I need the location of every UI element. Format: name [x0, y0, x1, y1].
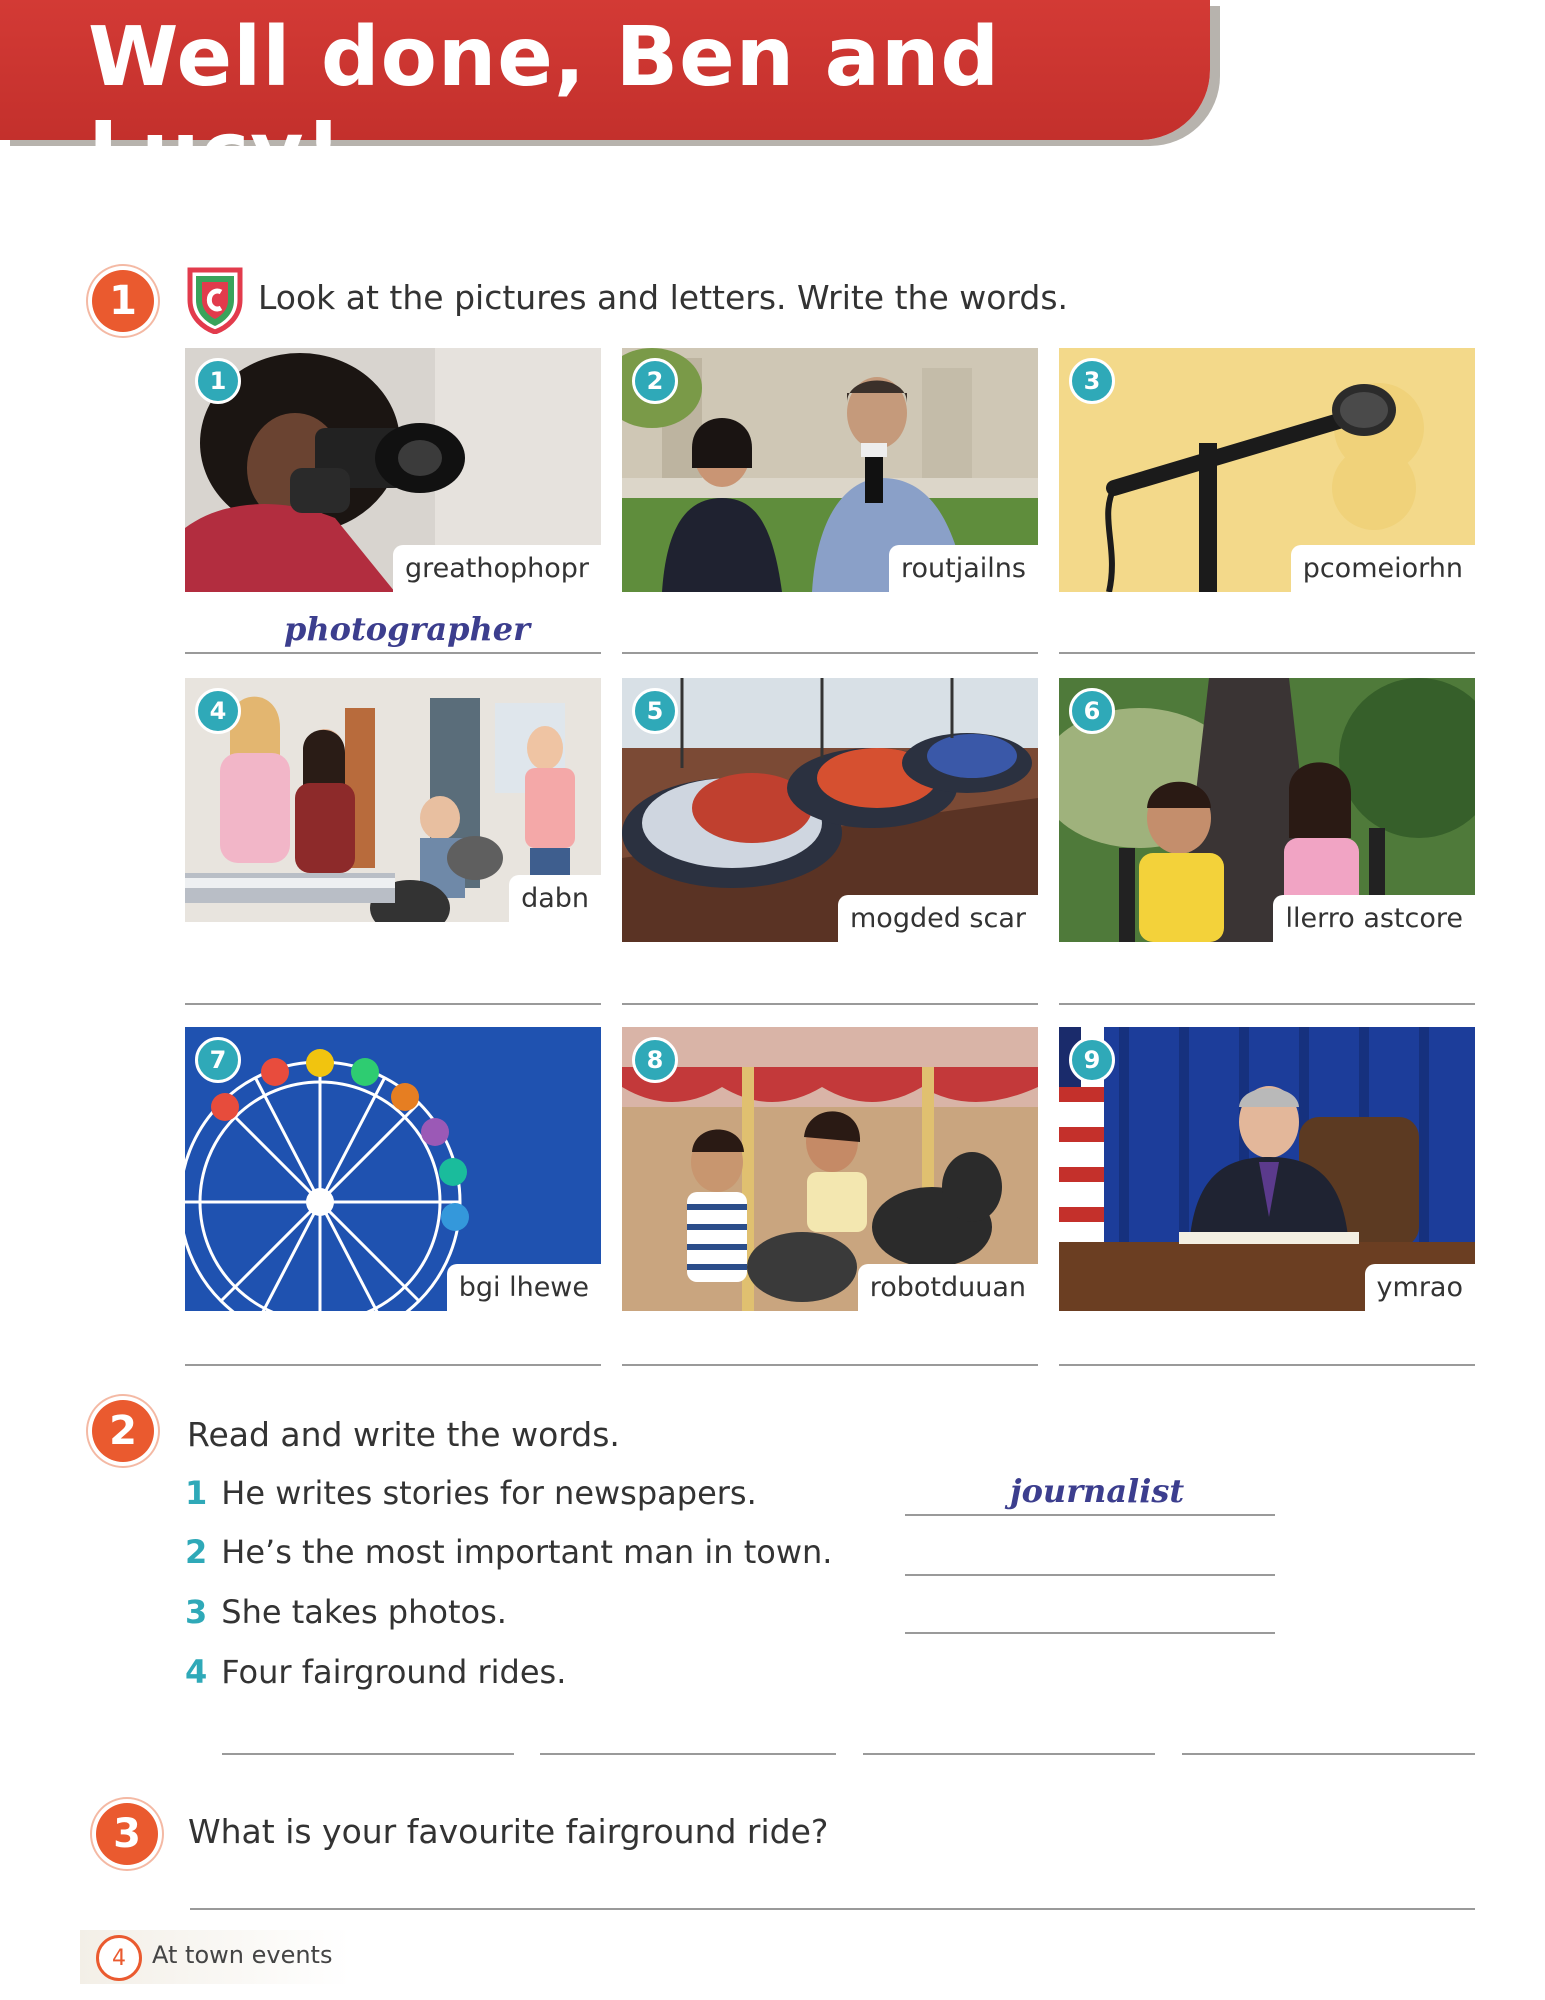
exercise-1-number: 1 [92, 270, 154, 332]
item-5-letters: mogded scar [838, 895, 1038, 942]
item-7-badge: 7 [195, 1037, 241, 1083]
answer-line-5[interactable] [622, 1003, 1038, 1005]
question-4-answer-line-d[interactable] [1182, 1753, 1475, 1755]
question-2-number: 2 [185, 1533, 208, 1571]
answer-1-handwritten: photographer [284, 610, 530, 648]
exercise-3-answer-line[interactable] [190, 1908, 1475, 1910]
answer-line-7[interactable] [185, 1364, 601, 1366]
item-1-letters: greathophopr [393, 545, 601, 592]
answer-line-6[interactable] [1059, 1003, 1475, 1005]
answer-line-4[interactable] [185, 1003, 601, 1005]
photo-1-photographer [185, 348, 601, 592]
question-1-answer-line[interactable] [905, 1514, 1275, 1516]
question-4-answer-line-b[interactable] [540, 1753, 836, 1755]
item-2-badge: 2 [632, 358, 678, 404]
item-9-badge: 9 [1069, 1037, 1115, 1083]
exercise-3-number: 3 [96, 1803, 158, 1865]
item-6-badge: 6 [1069, 688, 1115, 734]
answer-line-1[interactable] [185, 652, 601, 654]
photo-6-roller-coaster [1059, 678, 1475, 942]
item-2-letters: routjailns [889, 545, 1038, 592]
question-4-text: Four fairground rides. [221, 1653, 567, 1691]
item-8-badge: 8 [632, 1037, 678, 1083]
answer-line-3[interactable] [1059, 652, 1475, 654]
answer-line-9[interactable] [1059, 1364, 1475, 1366]
question-3-text: She takes photos. [221, 1593, 507, 1631]
question-1-text: He writes stories for newspapers. [221, 1474, 757, 1512]
exercise-2-number: 2 [92, 1400, 154, 1462]
item-9-letters: ymrao [1365, 1264, 1475, 1311]
answer-line-2[interactable] [622, 652, 1038, 654]
photo-9-mayor [1059, 1027, 1475, 1311]
question-1 [185, 1474, 757, 1512]
item-3-letters: pcomeiorhn [1291, 545, 1475, 592]
question-4 [185, 1653, 566, 1691]
question-3 [185, 1593, 507, 1631]
photo-7-big-wheel [185, 1027, 601, 1311]
photo-4-band [185, 678, 601, 922]
shield-icon [186, 266, 244, 334]
item-4-letters: dabn [509, 875, 601, 922]
question-4-number: 4 [185, 1653, 208, 1691]
item-1-badge: 1 [195, 358, 241, 404]
exercise-2-instruction: Read and write the words. [187, 1415, 620, 1454]
title-banner [0, 0, 1210, 200]
question-2-answer-line[interactable] [905, 1574, 1275, 1576]
question-1-number: 1 [185, 1474, 208, 1512]
exercise-1-instruction: Look at the pictures and letters. Write the words. [258, 278, 1069, 317]
question-3-number: 3 [185, 1593, 208, 1631]
item-3-badge: 3 [1069, 358, 1115, 404]
page-title: Well done, Ben and Lucy! [88, 10, 1001, 200]
photo-5-dodgem-cars [622, 678, 1038, 942]
question-4-answer-line-a[interactable] [222, 1753, 514, 1755]
item-4-badge: 4 [195, 688, 241, 734]
footer-unit-title: At town events [152, 1941, 333, 1969]
question-4-answer-line-c[interactable] [863, 1753, 1155, 1755]
page-number: 4 [96, 1935, 142, 1981]
photo-3-microphone [1059, 348, 1475, 592]
item-6-letters: llerro astcore [1273, 895, 1475, 942]
question-2-text: He’s the most important man in town. [221, 1533, 833, 1571]
question-2 [185, 1533, 832, 1571]
answer-line-8[interactable] [622, 1364, 1038, 1366]
question-3-answer-line[interactable] [905, 1632, 1275, 1634]
item-5-badge: 5 [632, 688, 678, 734]
photo-8-roundabout [622, 1027, 1038, 1311]
photo-2-journalist [622, 348, 1038, 592]
item-7-letters: bgi lhewe [447, 1264, 601, 1311]
question-1-answer-handwritten: journalist [1010, 1472, 1185, 1510]
exercise-3-question: What is your favourite fairground ride? [188, 1812, 829, 1851]
item-8-letters: robotduuan [858, 1264, 1038, 1311]
